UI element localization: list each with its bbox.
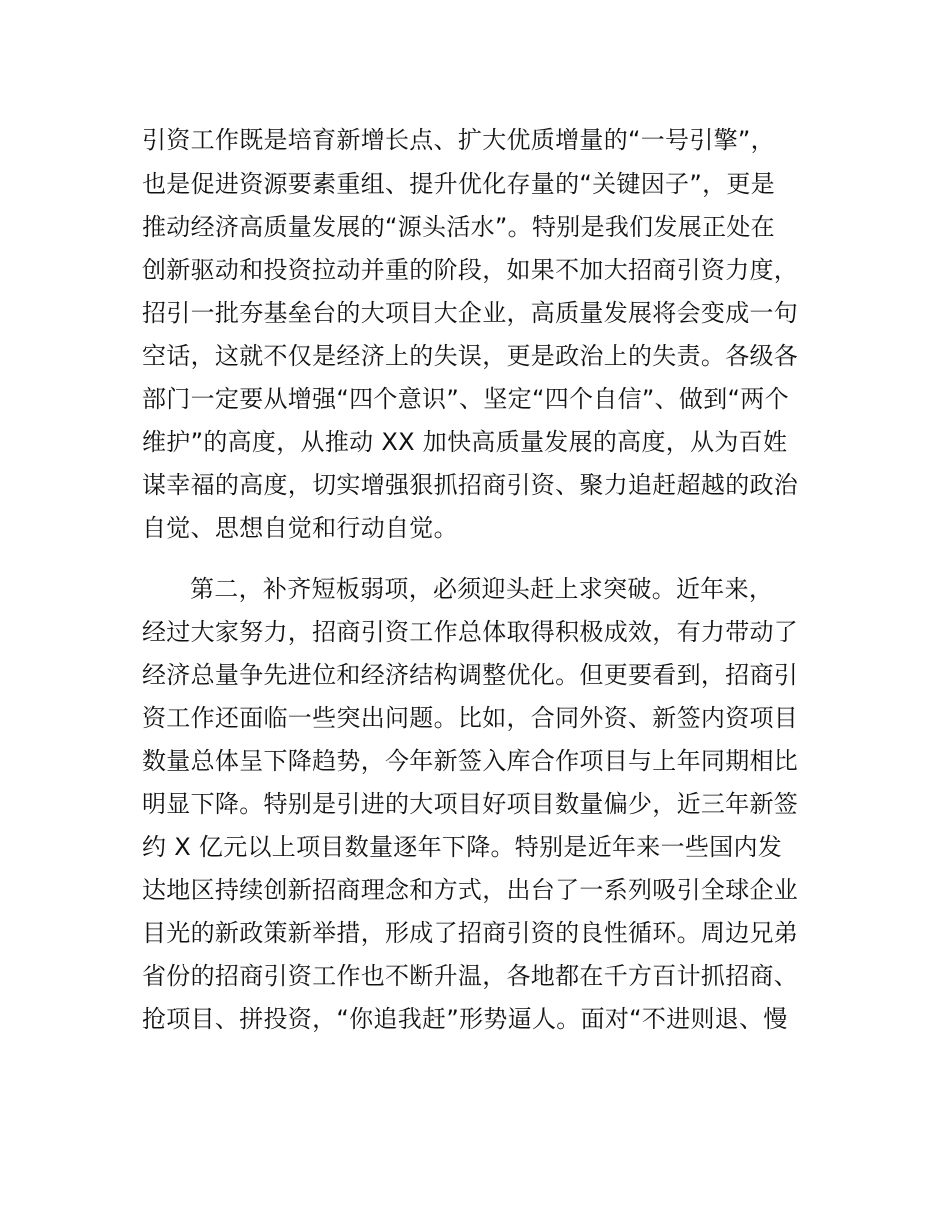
paragraph-2-line-10: 省份的招商引资工作也不断升温，各地都在千方百计抓招商、 [142, 962, 799, 990]
paragraph-2-line-5: 数量总体呈下降趋势，今年新签入库合作项目与上年同期相比 [142, 747, 799, 775]
paragraph-2-line-3: 经济总量争先进位和经济结构调整优化。但更要看到，招商引 [142, 661, 799, 689]
paragraph-1-line-4: 创新驱动和投资拉动并重的阶段，如果不加大招商引资力度， [142, 256, 799, 284]
paragraph-1-line-2: 也是促进资源要素重组、提升优化存量的“关键因子”，更是 [142, 170, 775, 198]
paragraph-2-line-4: 资工作还面临一些突出问题。比如，合同外资、新签内资项目 [142, 704, 799, 732]
paragraph-1-line-6: 空话，这就不仅是经济上的失误，更是政治上的失责。各级各 [142, 342, 799, 370]
paragraph-2-line-11: 抢项目、拼投资，“你追我赶”形势逼人。面对“不进则退、慢 [142, 1005, 788, 1033]
paragraph-1-line-5: 招引一批夯基垒台的大项目大企业，高质量发展将会变成一句 [142, 299, 799, 327]
paragraph-2-line-6: 明显下降。特别是引进的大项目好项目数量偏少，近三年新签 [142, 790, 799, 818]
paragraph-2-line-2: 经过大家努力，招商引资工作总体取得积极成效，有力带动了 [142, 618, 799, 646]
paragraph-1-line-3: 推动经济高质量发展的“源头活水”。特别是我们发展正处在 [142, 213, 775, 241]
paragraph-2-line-7: 约 X 亿元以上项目数量逐年下降。特别是近年来一些国内发 [142, 833, 783, 861]
paragraph-1-line-8: 维护”的高度，从推动 XX 加快高质量发展的高度，从为百姓 [142, 428, 788, 456]
paragraph-2-line-8: 达地区持续创新招商理念和方式，出台了一系列吸引全球企业 [142, 876, 799, 904]
paragraph-1-line-1: 引资工作既是培育新增长点、扩大优质增量的“一号引擎”， [142, 126, 775, 154]
paragraph-1-line-10: 自觉、思想自觉和行动自觉。 [142, 514, 458, 542]
paragraph-1-line-7: 部门一定要从增强“四个意识”、坚定“四个自信”、做到“两个 [142, 385, 789, 413]
paragraph-2-line-1: 第二，补齐短板弱项，必须迎头赶上求突破。近年来， [190, 575, 774, 603]
paragraph-1-line-9: 谋幸福的高度，切实增强狠抓招商引资、聚力追赶超越的政治 [142, 471, 799, 499]
paragraph-2-line-9: 目光的新政策新举措，形成了招商引资的良性循环。周边兄弟 [142, 919, 799, 947]
